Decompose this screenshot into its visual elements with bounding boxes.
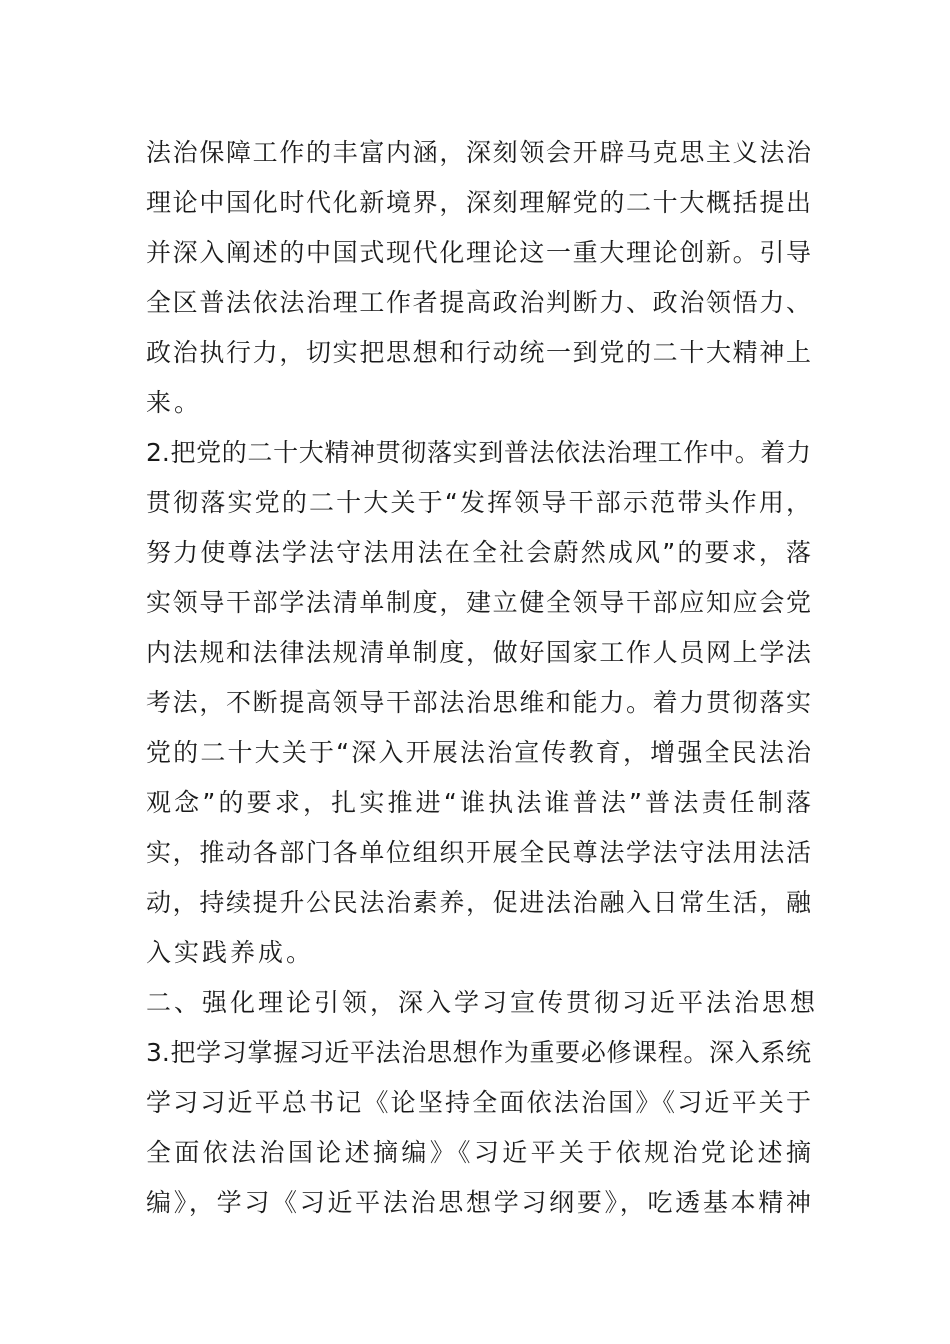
text-line: 实，推动各部门各单位组织开展全民尊法学法守法用法活 [146,838,811,867]
list-item-2-heading-line: 2.把党的二十大精神贯彻落实到普法依法治理工作中。着力 [146,438,811,467]
text-line: 学习习近平总书记《论坚持全面依法治国》《习近平关于 [146,1088,811,1117]
text-line: 实领导干部学法清单制度，建立健全领导干部应知应会党 [146,588,811,617]
text-line: 考法，不断提高领导干部法治思维和能力。着力贯彻落实 [146,688,811,717]
text-line: 动，持续提升公民法治素养，促进法治融入日常生活，融 [146,888,811,917]
text-line: 并深入阐述的中国式现代化理论这一重大理论创新。引导 [146,238,811,267]
text-line: 编》，学习《习近平法治思想学习纲要》，吃透基本精神 [146,1188,811,1217]
text-line: 贯彻落实党的二十大关于“发挥领导干部示范带头作用， [146,488,811,517]
text-line: 观念”的要求，扎实推进“谁执法谁普法”普法责任制落 [146,788,811,817]
text-line: 努力使尊法学法守法用法在全社会蔚然成风”的要求，落 [146,538,811,567]
text-line: 全区普法依法治理工作者提高政治判断力、政治领悟力、 [146,288,811,317]
text-line: 政治执行力，切实把思想和行动统一到党的二十大精神上 [146,338,811,367]
text-line: 全面依法治国论述摘编》《习近平关于依规治党论述摘 [146,1138,811,1167]
text-line: 法治保障工作的丰富内涵，深刻领会开辟马克思主义法治 [146,138,811,167]
text-line: 党的二十大关于“深入开展法治宣传教育，增强全民法治 [146,738,811,767]
document-body [146,128,819,1228]
paragraph-end-line: 来。 [146,388,203,417]
list-item-3-heading-line: 3.把学习掌握习近平法治思想作为重要必修课程。深入系统 [146,1038,811,1067]
text-line: 理论中国化时代化新境界，深刻理解党的二十大概括提出 [146,188,811,217]
text-line: 内法规和法律法规清单制度，做好国家工作人员网上学法 [146,638,811,667]
paragraph-end-line: 入实践养成。 [146,938,315,967]
section-heading: 二、强化理论引领，深入学习宣传贯彻习近平法治思想 [146,988,819,1017]
